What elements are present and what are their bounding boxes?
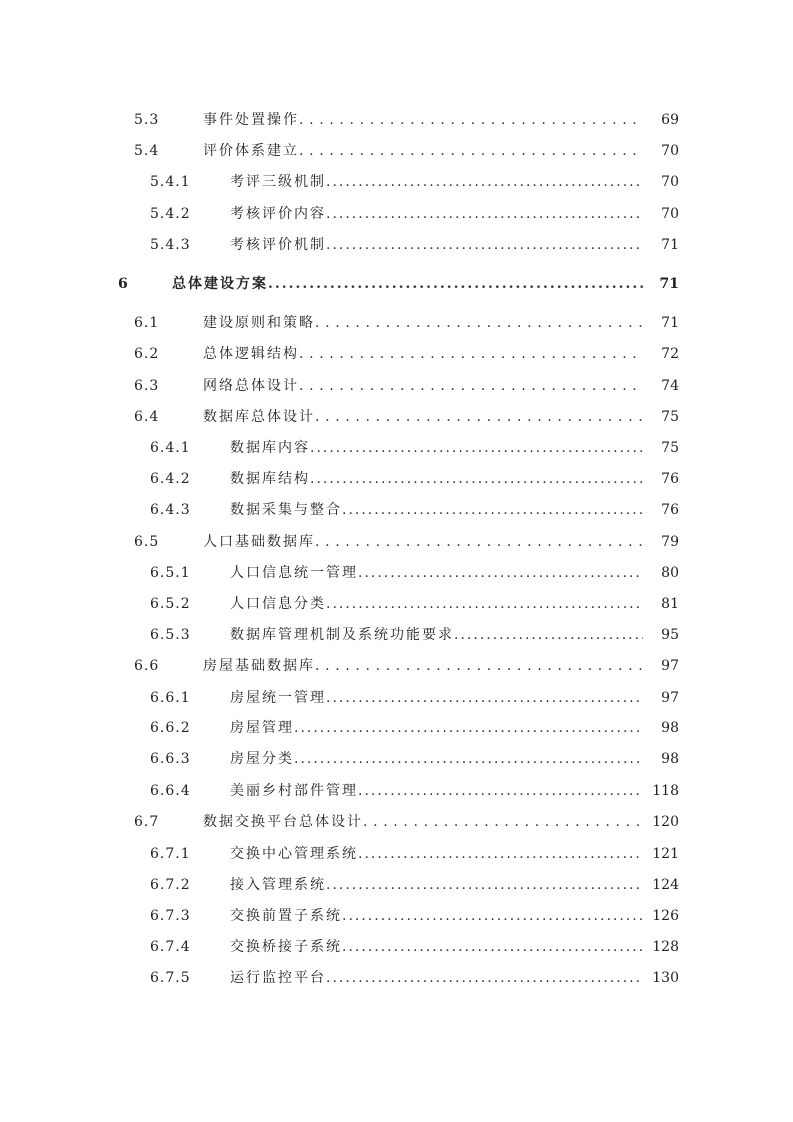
toc-entry-page: 72 — [661, 346, 679, 362]
toc-entry-title-leader — [203, 530, 643, 554]
toc-entry-number: 5.4.2 — [150, 206, 191, 222]
toc-entry-number: 6.4.3 — [150, 502, 191, 518]
toc-entry[interactable] — [0, 561, 793, 585]
toc-entry-title-leader — [230, 779, 643, 803]
toc-entry-number: 6.1 — [134, 315, 160, 331]
dot-leader — [310, 467, 643, 491]
toc-entry-number: 5.4.1 — [150, 174, 191, 190]
toc-entry-title: 交换前置子系统 — [230, 908, 342, 924]
toc-entry[interactable] — [0, 202, 793, 226]
toc-entry-page: 95 — [661, 627, 679, 643]
toc-entry-page: 130 — [652, 970, 679, 986]
dot-leader — [326, 966, 643, 990]
toc-entry-page: 118 — [652, 783, 679, 799]
toc-entry-number: 6.5 — [134, 534, 160, 550]
toc-entry-title-leader — [230, 498, 643, 522]
toc-entry[interactable] — [0, 654, 793, 678]
dot-leader — [315, 311, 643, 335]
toc-entry-number: 6.2 — [134, 346, 160, 362]
toc-entry-title: 考核评价机制 — [230, 237, 326, 253]
toc-entry-number: 6.5.2 — [150, 596, 191, 612]
dot-leader — [326, 233, 643, 257]
toc-entry-page: 71 — [661, 315, 679, 331]
toc-entry-page: 79 — [661, 534, 679, 550]
toc-entry[interactable] — [0, 342, 793, 366]
toc-entry-page: 75 — [661, 440, 679, 456]
dot-leader — [294, 716, 643, 740]
toc-entry-title: 数据库结构 — [230, 471, 310, 487]
dot-leader — [358, 561, 643, 585]
toc-entry-number: 6.7.3 — [150, 908, 191, 924]
toc-entry-title-leader — [203, 654, 643, 678]
toc-entry-title: 建设原则和策略 — [203, 315, 315, 331]
toc-entry-page: 121 — [652, 846, 679, 862]
toc-entry-title: 运行监控平台 — [230, 970, 326, 986]
dot-leader — [326, 202, 643, 226]
toc-entry-page: 76 — [661, 471, 679, 487]
dot-leader — [299, 108, 643, 132]
toc-entry-page: 97 — [661, 690, 679, 706]
toc-entry-page: 71 — [661, 237, 679, 253]
toc-entry[interactable] — [0, 935, 793, 959]
toc-entry-title: 数据库管理机制及系统功能要求 — [230, 627, 454, 643]
toc-entry[interactable] — [0, 873, 793, 897]
toc-entry-page: 126 — [652, 908, 679, 924]
toc-entry-number: 6.3 — [134, 378, 160, 394]
toc-entry-page: 98 — [661, 751, 679, 767]
dot-leader — [299, 374, 643, 398]
toc-entry-title: 交换中心管理系统 — [230, 846, 358, 862]
toc-entry-number: 6.4.2 — [150, 471, 191, 487]
toc-entry-title-leader — [230, 842, 643, 866]
dot-leader — [326, 170, 643, 194]
toc-entry-title: 房屋统一管理 — [230, 690, 326, 706]
toc-entry-title-leader — [203, 810, 643, 834]
toc-entry-title-leader — [230, 170, 643, 194]
toc-entry-page: 71 — [659, 276, 679, 292]
toc-entry-number: 6.7 — [134, 814, 160, 830]
toc-entry-number: 6.4.1 — [150, 440, 191, 456]
dot-leader — [294, 747, 643, 771]
dot-leader — [326, 686, 643, 710]
toc-entry-title: 考核评价内容 — [230, 206, 326, 222]
toc-entry[interactable] — [0, 272, 793, 296]
toc-entry[interactable] — [0, 686, 793, 710]
toc-entry[interactable] — [0, 374, 793, 398]
toc-entry-number: 5.4.3 — [150, 237, 191, 253]
toc-entry-title-leader — [230, 966, 643, 990]
toc-entry-title: 数据采集与整合 — [230, 502, 342, 518]
toc-entry-number: 6.7.1 — [150, 846, 191, 862]
toc-entry-title: 事件处置操作 — [203, 112, 299, 128]
dot-leader — [358, 779, 643, 803]
toc-entry-title: 考评三级机制 — [230, 174, 326, 190]
dot-leader — [326, 873, 643, 897]
toc-entry[interactable] — [0, 436, 793, 460]
toc-entry-title: 数据库内容 — [230, 440, 310, 456]
dot-leader — [299, 139, 643, 163]
toc-entry-number: 6.6.4 — [150, 783, 191, 799]
toc-entry-title-leader — [230, 873, 643, 897]
toc-entry-number: 6.6.1 — [150, 690, 191, 706]
dot-leader — [363, 810, 643, 834]
toc-entry-number: 6.6.3 — [150, 751, 191, 767]
toc-entry-page: 70 — [661, 174, 679, 190]
toc-entry[interactable] — [0, 405, 793, 429]
toc-entry[interactable] — [0, 747, 793, 771]
toc-entry-title-leader — [203, 405, 643, 429]
toc-entry-title: 评价体系建立 — [203, 143, 299, 159]
toc-entry-title: 总体逻辑结构 — [203, 346, 299, 362]
dot-leader — [315, 405, 643, 429]
toc-entry[interactable] — [0, 716, 793, 740]
toc-entry-title: 人口基础数据库 — [203, 534, 315, 550]
toc-entry-title-leader — [230, 233, 643, 257]
dot-leader — [315, 530, 643, 554]
toc-entry-title: 数据库总体设计 — [203, 409, 315, 425]
toc-entry[interactable] — [0, 842, 793, 866]
toc-entry-title: 人口信息分类 — [230, 596, 326, 612]
toc-entry-title-leader — [230, 716, 643, 740]
toc-entry[interactable] — [0, 530, 793, 554]
toc-entry-title: 交换桥接子系统 — [230, 939, 342, 955]
toc-entry[interactable] — [0, 170, 793, 194]
toc-entry-page: 69 — [661, 112, 679, 128]
toc-entry-title-leader — [230, 561, 643, 585]
toc-entry-number: 6 — [118, 276, 129, 292]
toc-entry-title-leader — [230, 686, 643, 710]
toc-entry-page: 70 — [661, 206, 679, 222]
toc-entry-number: 5.3 — [134, 112, 160, 128]
toc-entry[interactable] — [0, 233, 793, 257]
toc-entry[interactable] — [0, 467, 793, 491]
toc-entry-title-leader — [203, 139, 643, 163]
toc-entry[interactable] — [0, 592, 793, 616]
toc-entry-title: 人口信息统一管理 — [230, 565, 358, 581]
toc-entry-title-leader — [203, 342, 643, 366]
toc-entry[interactable] — [0, 311, 793, 335]
toc-entry-title: 美丽乡村部件管理 — [230, 783, 358, 799]
toc-entry-page: 120 — [652, 814, 679, 830]
toc-entry-title: 数据交换平台总体设计 — [203, 814, 363, 830]
toc-entry-title: 接入管理系统 — [230, 877, 326, 893]
toc-entry-title-leader — [203, 374, 643, 398]
toc-entry-number: 6.6.2 — [150, 720, 191, 736]
toc-entry[interactable] — [0, 623, 793, 647]
toc-entry[interactable] — [0, 498, 793, 522]
toc-entry-title-leader — [203, 311, 643, 335]
toc-entry-page: 128 — [652, 939, 679, 955]
dot-leader — [358, 842, 643, 866]
dot-leader — [342, 498, 643, 522]
toc-entry-page: 80 — [661, 565, 679, 581]
toc-entry[interactable] — [0, 966, 793, 990]
toc-entry-number: 6.7.5 — [150, 970, 191, 986]
dot-leader — [342, 935, 643, 959]
toc-entry-title-leader — [230, 592, 643, 616]
toc-entry-page: 75 — [661, 409, 679, 425]
toc-entry[interactable] — [0, 904, 793, 928]
dot-leader — [326, 592, 643, 616]
dot-leader — [315, 654, 643, 678]
dot-leader — [454, 623, 643, 647]
toc-entry-title-leader — [203, 108, 643, 132]
toc-entry-title: 网络总体设计 — [203, 378, 299, 394]
toc-entry-title: 房屋管理 — [230, 720, 294, 736]
toc-entry-number: 6.7.2 — [150, 877, 191, 893]
toc-entry-page: 97 — [661, 658, 679, 674]
toc-entry[interactable] — [0, 139, 793, 163]
toc-entry[interactable] — [0, 779, 793, 803]
toc-entry-number: 6.5.3 — [150, 627, 191, 643]
toc-entry-number: 5.4 — [134, 143, 160, 159]
dot-leader — [310, 436, 643, 460]
toc-entry-number: 6.7.4 — [150, 939, 191, 955]
dot-leader — [299, 342, 643, 366]
toc-entry-page: 76 — [661, 502, 679, 518]
toc-entry-title-leader — [230, 904, 643, 928]
toc-entry-title: 房屋分类 — [230, 751, 294, 767]
toc-entry-title: 房屋基础数据库 — [203, 658, 315, 674]
dot-leader — [342, 904, 643, 928]
toc-entry-page: 81 — [661, 596, 679, 612]
toc-entry-page: 124 — [652, 877, 679, 893]
dot-leader — [268, 272, 643, 296]
toc-entry[interactable] — [0, 810, 793, 834]
toc-entry-title-leader — [230, 436, 643, 460]
toc-entry-title-leader — [230, 623, 643, 647]
toc-entry-title-leader — [230, 935, 643, 959]
toc-entry-number: 6.6 — [134, 658, 160, 674]
toc-entry-page: 98 — [661, 720, 679, 736]
toc-entry-title: 总体建设方案 — [172, 276, 268, 292]
toc-entry-title-leader — [230, 747, 643, 771]
toc-entry-title-leader — [172, 272, 643, 296]
toc-entry-page: 70 — [661, 143, 679, 159]
toc-entry[interactable] — [0, 108, 793, 132]
toc-entry-number: 6.5.1 — [150, 565, 191, 581]
toc-entry-page: 74 — [661, 378, 679, 394]
toc-entry-title-leader — [230, 467, 643, 491]
toc-entry-title-leader — [230, 202, 643, 226]
toc-entry-number: 6.4 — [134, 409, 160, 425]
